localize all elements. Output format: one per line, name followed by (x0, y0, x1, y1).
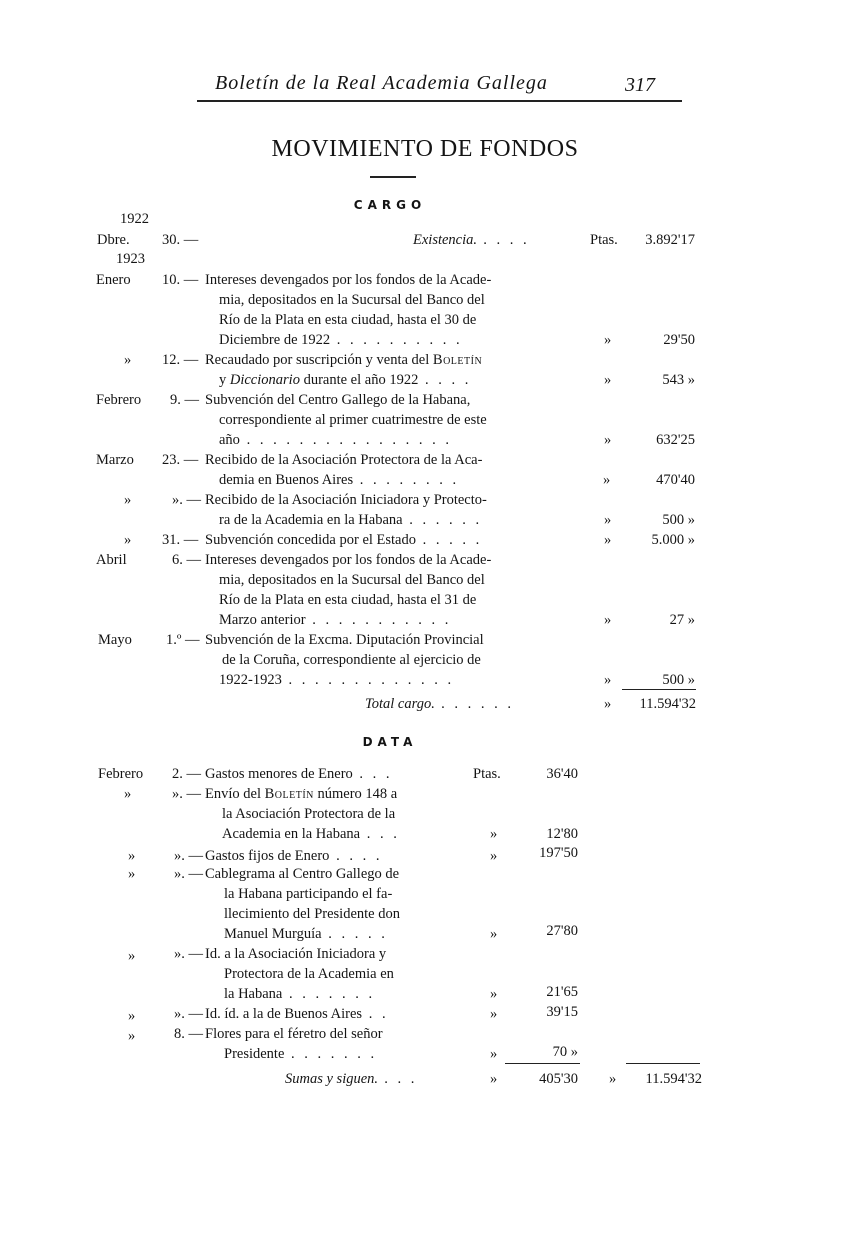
month-label: » (124, 352, 132, 368)
entry-line: Intereses devengados por los fondos de la Acade- (205, 552, 492, 568)
amount-prefix: » (490, 826, 498, 842)
entry-line: Río de la Plata en esta ciudad, hasta el 30 de (219, 312, 477, 328)
amount-prefix: » (490, 926, 498, 942)
entry-description: Existencia. . . . . (413, 232, 531, 248)
amount-prefix: » (604, 672, 612, 688)
amount-value: 500 » (662, 672, 695, 688)
day-label: ». — (174, 866, 203, 882)
amount-prefix: Ptas. (590, 232, 618, 248)
total-rule (622, 689, 696, 690)
day-label: 1.º — (166, 632, 200, 648)
sum-label: Sumas y siguen. . . . (285, 1071, 418, 1087)
month-label: » (128, 948, 136, 964)
day-label: 10. — (162, 272, 199, 288)
entry-line: Subvención concedida por el Estado . . . . . (205, 532, 483, 548)
entry-line: de la Coruña, correspondiente al ejercicio de (222, 652, 481, 668)
day-label: 9. — (170, 392, 199, 408)
amount-prefix: » (604, 332, 612, 348)
amount-value: 21'65 (546, 984, 578, 1000)
cargo-heading: CARGO (353, 198, 427, 212)
day-label: 31. — (162, 532, 199, 548)
carry-rule (626, 1063, 700, 1064)
amount-prefix: » (604, 512, 612, 528)
sum-amount: 405'30 (539, 1071, 578, 1087)
amount-value: 12'80 (546, 826, 578, 842)
month-label: Febrero (96, 392, 142, 408)
amount-prefix: » (490, 1071, 498, 1087)
amount-value: 632'25 (656, 432, 695, 448)
page-title: MOVIMIENTO DE FONDOS (271, 136, 579, 162)
entry-line: llecimiento del Presidente don (224, 906, 400, 922)
page-number: 317 (625, 74, 655, 96)
entry-line: Gastos menores de Enero . . . (205, 766, 393, 782)
month-label: Dbre. (97, 232, 130, 248)
entry-line: año . . . . . . . . . . . . . . . . (219, 432, 452, 448)
amount-prefix: » (490, 1046, 498, 1062)
entry-line: Manuel Murguía . . . . . (224, 926, 388, 942)
entry-line: Subvención del Centro Gallego de la Habana, (205, 392, 471, 408)
entry-line: Id. a la Asociación Iniciadora y (205, 946, 387, 962)
amount-prefix: » (603, 472, 611, 488)
entry-line: Recibido de la Asociación Iniciadora y Protecto- (205, 492, 487, 508)
year-label: 1923 (116, 251, 145, 267)
amount-value: 29'50 (663, 332, 695, 348)
entry-line: demia en Buenos Aires . . . . . . . . (219, 472, 460, 488)
entry-line: Academia en la Habana . . . (222, 826, 400, 842)
day-label: ». — (174, 946, 203, 962)
entry-line: mia, depositados en la Sucursal del Banco del (219, 572, 485, 588)
entry-line: Recaudado por suscripción y venta del Boletín (205, 352, 483, 368)
amount-value: 36'40 (546, 766, 578, 782)
total-amount: 11.594'32 (639, 696, 696, 712)
entry-line: mia, depositados en la Sucursal del Banco del (219, 292, 485, 308)
entry-line: 1922-1923 . . . . . . . . . . . . . (219, 672, 455, 688)
entry-line: Recibido de la Asociación Protectora de la Aca- (205, 452, 483, 468)
sum-rule (505, 1063, 580, 1064)
month-label: » (124, 532, 132, 548)
journal-title: Boletín de la Real Academia Gallega (215, 72, 548, 94)
amount-value: 27 » (669, 612, 695, 628)
entry-line: la Asociación Protectora de la (222, 806, 396, 822)
month-label: Marzo (96, 452, 134, 468)
amount-value: 70 » (552, 1044, 578, 1060)
month-label: Abril (96, 552, 127, 568)
amount-value: 543 » (662, 372, 695, 388)
amount-prefix: » (604, 612, 612, 628)
amount-prefix: » (604, 696, 612, 712)
entry-line: Protectora de la Academia en (224, 966, 394, 982)
entry-line: Id. íd. a la de Buenos Aires . . (205, 1006, 389, 1022)
total-label: Total cargo. . . . . . . (365, 696, 515, 712)
month-label: » (128, 848, 136, 864)
month-label: Mayo (98, 632, 132, 648)
entry-line: Presidente . . . . . . . (224, 1046, 378, 1062)
entry-line: Flores para el féretro del señor (205, 1026, 383, 1042)
day-label: ». — (174, 848, 203, 864)
amount-value: 39'15 (546, 1004, 578, 1020)
day-label: 30. — (162, 232, 199, 248)
entry-line: Cablegrama al Centro Gallego de (205, 866, 400, 882)
amount-value: 27'80 (546, 923, 578, 939)
entry-line: y Diccionario durante el año 1922 . . . . (219, 372, 472, 388)
entry-line: Envío del Boletín número 148 a (205, 786, 398, 802)
month-label: » (128, 1008, 136, 1024)
day-label: 8. — (174, 1026, 203, 1042)
entry-line: la Habana participando el fa- (224, 886, 393, 902)
day-label: ». — (174, 1006, 203, 1022)
entry-line: correspondiente al primer cuatrimestre de este (219, 412, 487, 428)
entry-line: Río de la Plata en esta ciudad, hasta el 31 de (219, 592, 477, 608)
amount-value: 5.000 » (651, 532, 695, 548)
entry-line: Diciembre de 1922 . . . . . . . . . . (219, 332, 463, 348)
header-rule (197, 100, 682, 102)
entry-line: Marzo anterior . . . . . . . . . . . (219, 612, 452, 628)
title-rule (370, 176, 416, 178)
month-label: Febrero (98, 766, 144, 782)
entry-line: Gastos fijos de Enero . . . . (205, 848, 383, 864)
month-label: » (128, 1028, 136, 1044)
amount-prefix: » (609, 1071, 617, 1087)
month-label: Enero (96, 272, 131, 288)
month-label: » (128, 866, 136, 882)
amount-value: 470'40 (656, 472, 695, 488)
day-label: 12. — (162, 352, 199, 368)
amount-prefix: Ptas. (473, 766, 501, 782)
month-label: » (124, 492, 132, 508)
entry-line: Subvención de la Excma. Diputación Provincial (205, 632, 484, 648)
amount-value: 500 » (662, 512, 695, 528)
year-label: 1922 (120, 211, 149, 227)
day-label: ». — (172, 786, 201, 802)
day-label: 2. — (172, 766, 201, 782)
entry-line: Intereses devengados por los fondos de la Acade- (205, 272, 492, 288)
entry-line: ra de la Academia en la Habana . . . . . . (219, 512, 483, 528)
amount-prefix: » (490, 1006, 498, 1022)
amount-prefix: » (490, 848, 498, 864)
entry-line: la Habana . . . . . . . (224, 986, 376, 1002)
amount-value: 197'50 (539, 845, 578, 861)
amount-value: 3.892'17 (645, 232, 695, 248)
day-label: 23. — (162, 452, 199, 468)
amount-prefix: » (490, 986, 498, 1002)
amount-prefix: » (604, 372, 612, 388)
day-label: ». — (172, 492, 201, 508)
carry-amount: 11.594'32 (645, 1071, 702, 1087)
month-label: » (124, 786, 132, 802)
data-heading: DATA (362, 735, 418, 749)
amount-prefix: » (604, 432, 612, 448)
amount-prefix: » (604, 532, 612, 548)
day-label: 6. — (172, 552, 201, 568)
